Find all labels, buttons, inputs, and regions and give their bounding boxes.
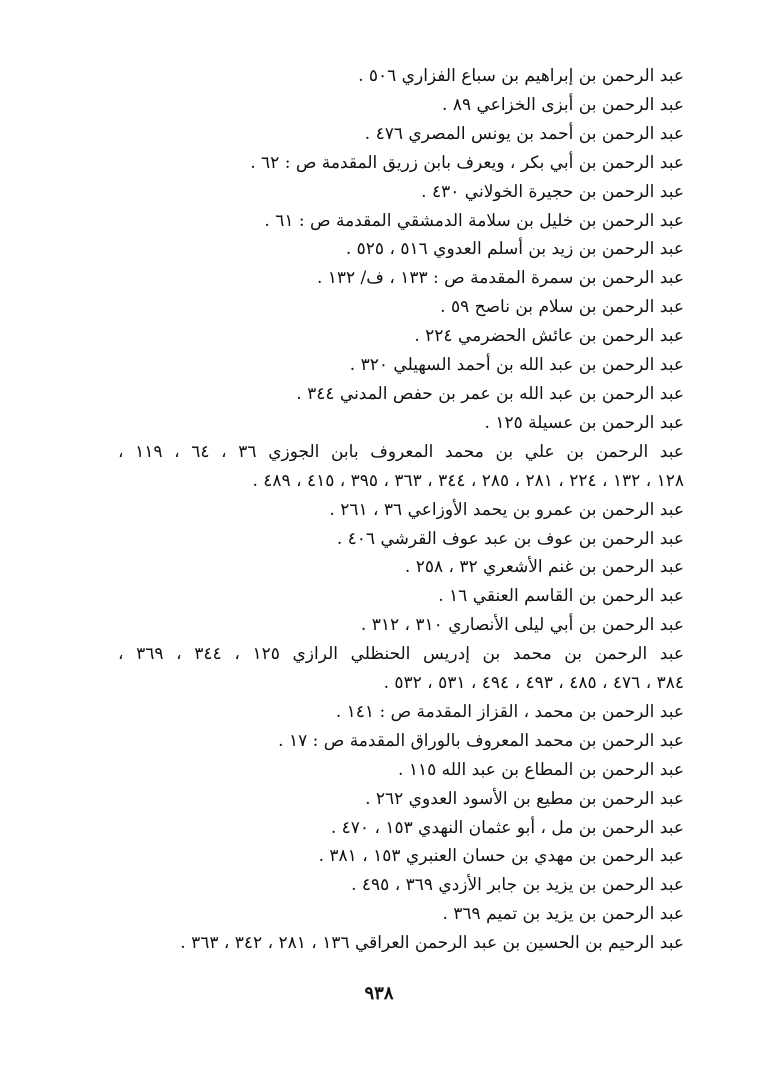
index-entry: عبد الرحمن بن مطيع بن الأسود العدوي ٢٦٢ . [365, 788, 684, 809]
index-entry: عبد الرحمن بن أحمد بن يونس المصري ٤٧٦ . [364, 123, 684, 144]
index-entry: عبد الرحمن بن يزيد بن تميم ٣٦٩ . [442, 904, 684, 925]
index-entry: عبد الرحمن بن زيد بن أسلم العدوي ٥١٦ ، ٥٢٥ . [345, 239, 684, 260]
index-entry: عبد الرحمن بن محمد ، القزاز المقدمة ص : ١٤١ . [335, 701, 684, 722]
index-entry: عبد الرحمن بن أبي ليلى الأنصاري ٣١٠ ، ٣١٢ . [360, 615, 684, 636]
index-entry: عبد الرحيم بن الحسين بن عبد الرحمن العراقي ١٣٦ ، ٢٨١ ، ٣٤٢ ، ٣٦٣ . [180, 933, 684, 954]
index-entry: عبد الرحمن بن عوف بن عبد عوف القرشي ٤٠٦ . [336, 528, 684, 549]
index-entry: عبد الرحمن بن يزيد بن جابر الأزدي ٣٦٩ ، ٤٩٥ . [351, 875, 684, 896]
index-entry: عبد الرحمن بن عبد الله بن عمر بن حفص المدني ٣٤٤ . [296, 383, 684, 404]
index-entry: ٣٨٤ ، ٤٧٦ ، ٤٨٥ ، ٤٩٣ ، ٤٩٤ ، ٥٣١ ، ٥٣٢ . [383, 673, 684, 694]
index-entry: عبد الرحمن بن المطاع بن عبد الله ١١٥ . [398, 759, 684, 780]
index-entry: عبد الرحمن بن عمرو بن يحمد الأوزاعي ٣٦ ، ٢٦١ . [329, 499, 684, 520]
index-entry: عبد الرحمن بن أبزى الخزاعي ٨٩ . [442, 94, 684, 115]
index-entry: عبد الرحمن بن محمد بن إدريس الحنظلي الرازي ١٢٥ ، ٣٤٤ ، ٣٦٩ ، [118, 644, 685, 665]
index-entry: عبد الرحمن بن علي بن محمد المعروف بابن الجوزي ٣٦ ، ٦٤ ، ١١٩ ، [118, 441, 685, 462]
index-entry: عبد الرحمن بن سمرة المقدمة ص : ١٣٣ ، ف/ ١٣٢ . [316, 268, 684, 289]
index-entry: عبد الرحمن بن إبراهيم بن سباع الفزاري ٥٠٦ . [358, 66, 684, 86]
index-entry: عبد الرحمن بن غنم الأشعري ٣٢ ، ٢٥٨ . [404, 557, 684, 578]
index-entry: عبد الرحمن بن عسيلة ١٢٥ . [484, 412, 684, 433]
index-entry: عبد الرحمن بن عائش الحضرمي ٢٢٤ . [414, 326, 684, 347]
index-entry: عبد الرحمن بن مل ، أبو عثمان النهدي ١٥٣ ، ٤٧٠ . [330, 817, 684, 838]
index-entry: عبد الرحمن بن محمد المعروف بالوراق المقدمة ص : ١٧ . [278, 730, 684, 751]
index-entry: عبد الرحمن بن حجيرة الخولاني ٤٣٠ . [421, 181, 684, 202]
index-entry: ١٢٨ ، ١٣٢ ، ٢٢٤ ، ٢٨١ ، ٢٨٥ ، ٣٤٤ ، ٣٦٣ ، ٣٩٥ ، ٤١٥ ، ٤٨٩ . [252, 470, 684, 491]
index-entry: عبد الرحمن بن أبي بكر ، ويعرف بابن زريق المقدمة ص : ٦٢ . [250, 152, 684, 173]
index-entry: عبد الرحمن بن سلام بن ناصح ٥٩ . [440, 297, 684, 318]
index-entries [118, 62, 684, 958]
index-entry: عبد الرحمن بن القاسم العنقي ١٦ . [438, 586, 684, 607]
index-entry: عبد الرحمن بن عبد الله بن أحمد السهيلي ٣٢٠ . [349, 355, 684, 376]
index-entry: عبد الرحمن بن مهدي بن حسان العنبري ١٥٣ ، ٣٨١ . [318, 846, 684, 867]
index-entry: عبد الرحمن بن خليل بن سلامة الدمشقي المقدمة ص : ٦١ . [264, 210, 684, 231]
page-number: ٩٣٨ [364, 983, 394, 1004]
